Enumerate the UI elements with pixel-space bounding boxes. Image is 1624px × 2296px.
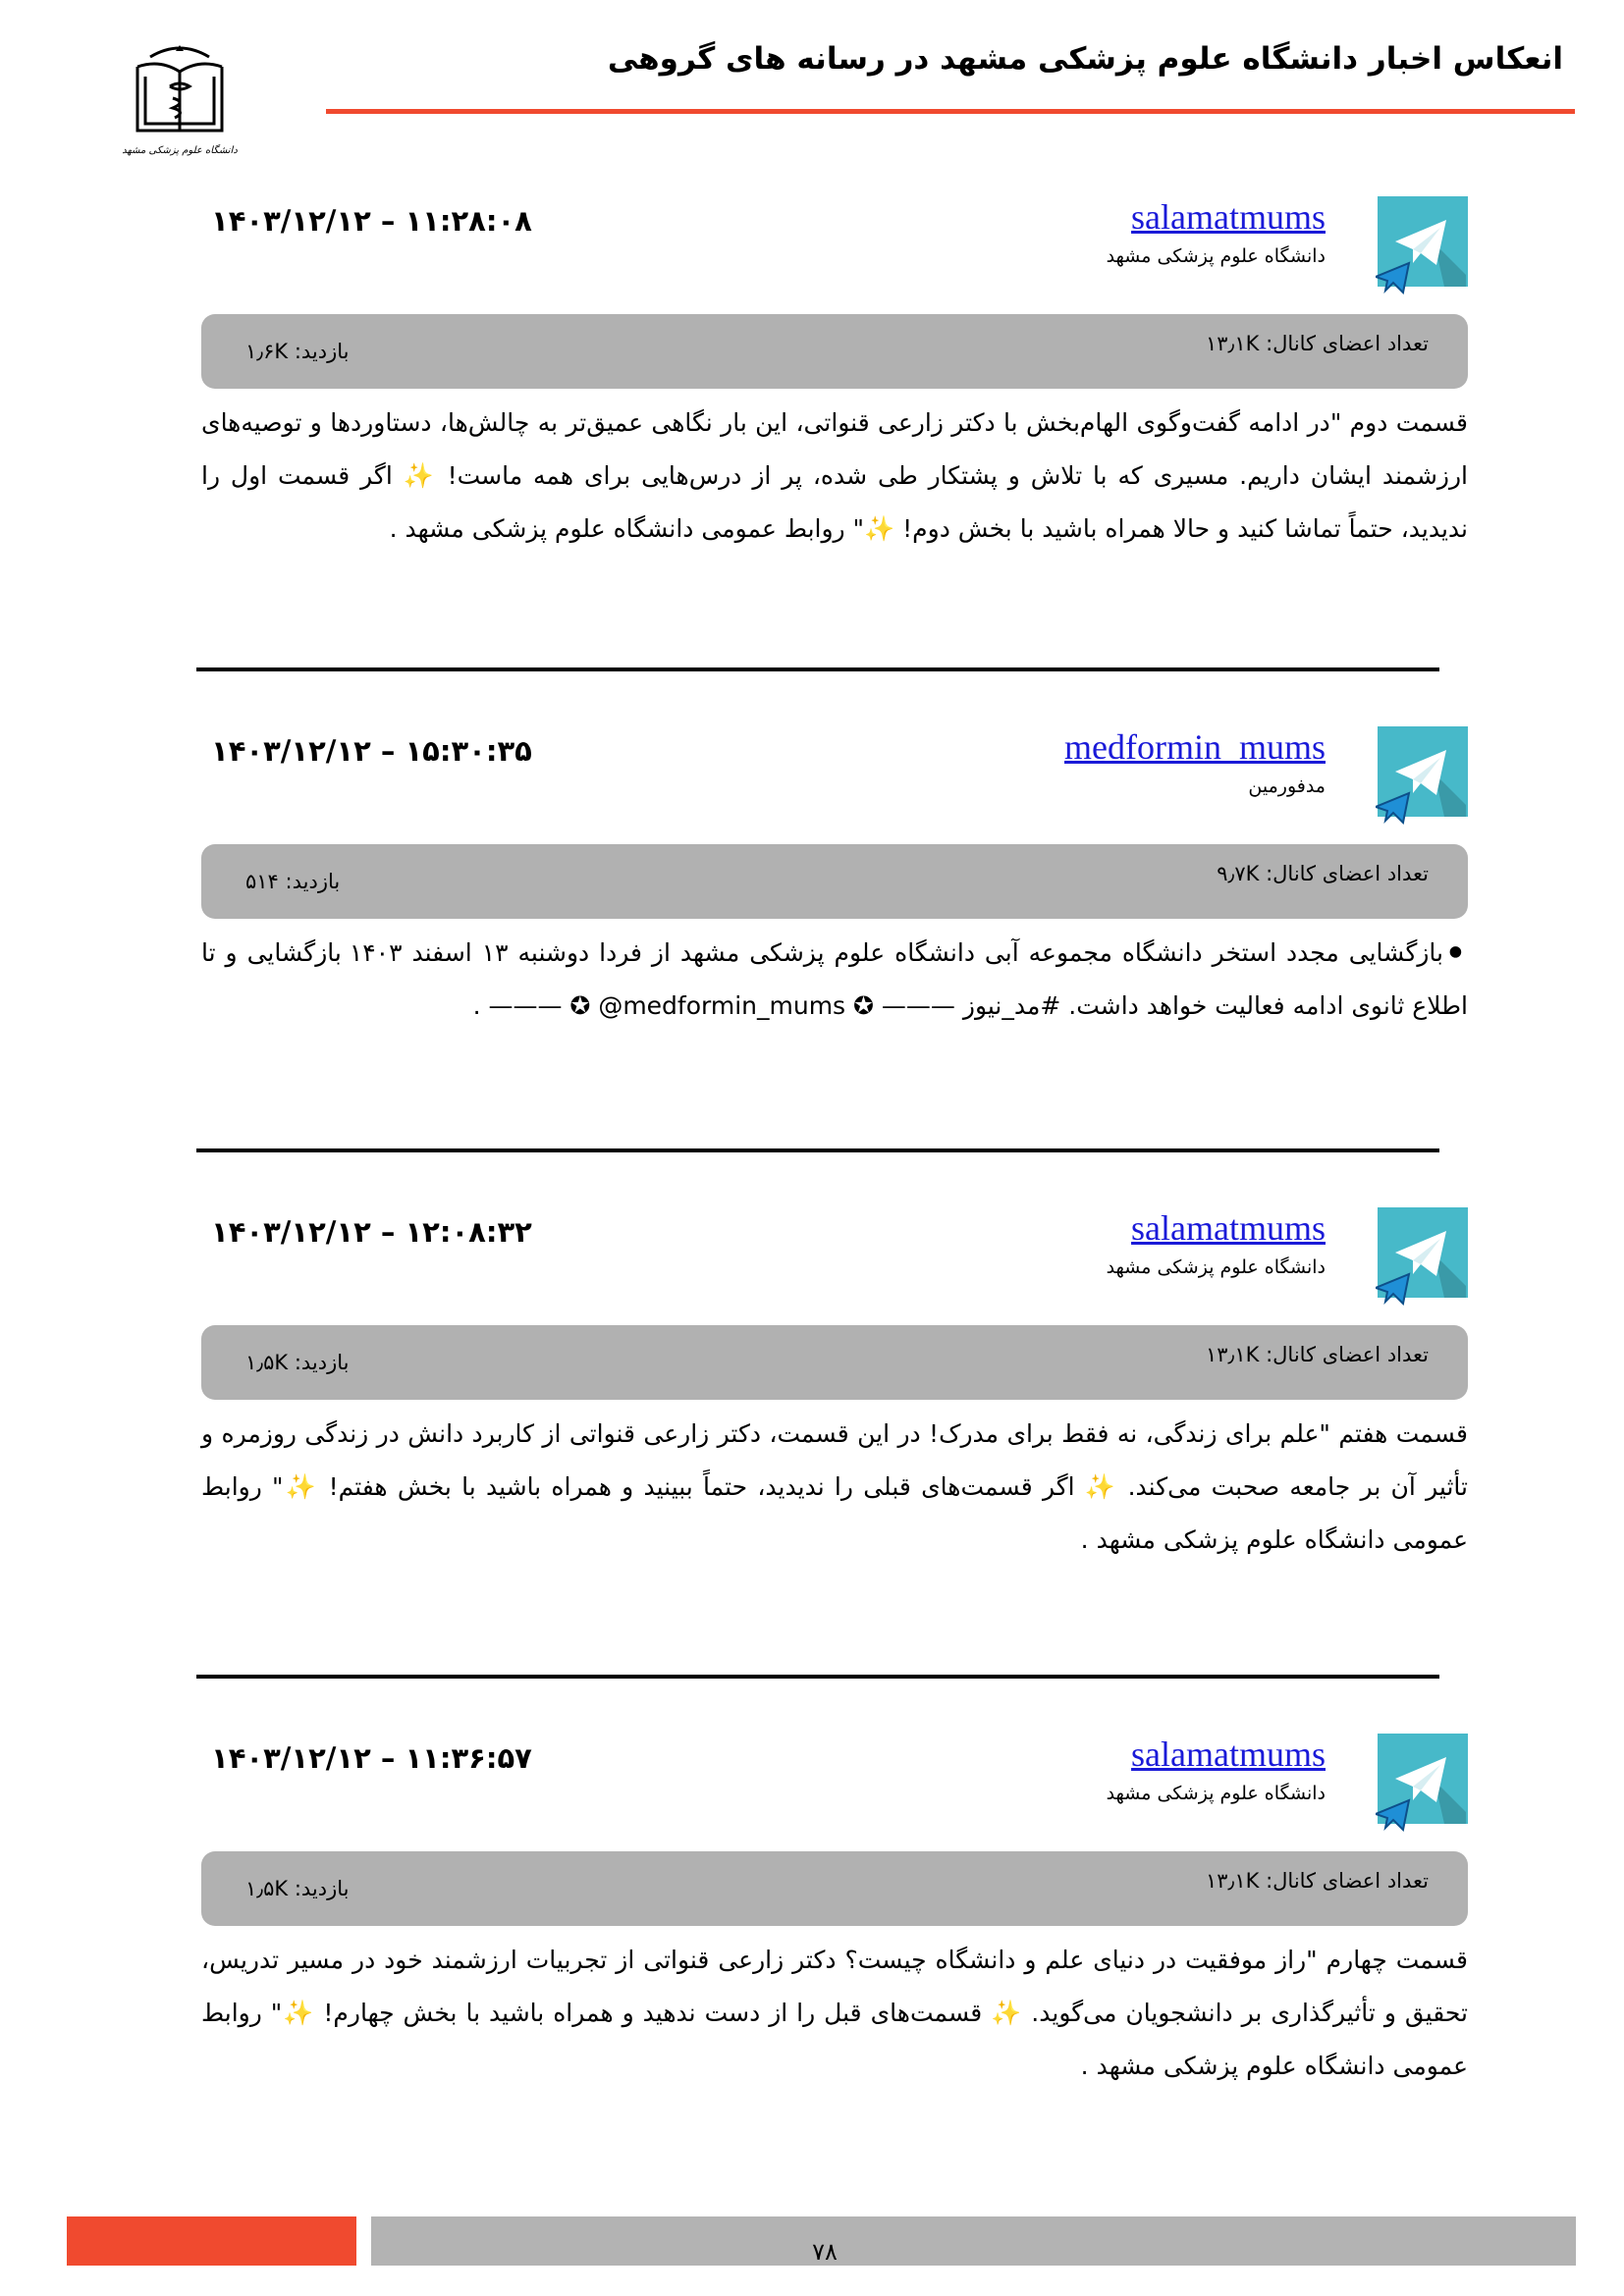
telegram-icon[interactable] bbox=[1376, 196, 1468, 294]
post-separator bbox=[196, 1675, 1439, 1679]
post-date: ۱۴۰۳/۱۲/۱۲ – ۱۲:۰۸:۳۲ bbox=[211, 1215, 532, 1249]
channel-link[interactable]: salamatmums bbox=[1131, 197, 1326, 237]
view-count: بازدید: ۵۱۴ bbox=[245, 870, 341, 893]
post-card bbox=[201, 726, 1468, 1119]
logo-caption: دانشگاه علوم پزشکی مشهد bbox=[122, 145, 238, 156]
post-text: قسمت هفتم "علم برای زندگی، نه فقط برای مدرک! در این قسمت، دکتر زارعی قنواتی از کاربرد دانش در زندگی روزمره و تأثیر آن بر جامعه صحبت می‌کند. ✨ اگر قسمت‌های قبلی را ندیدید، حتماً ببینید و همراه باشید با بخش هفتم! ✨" روابط عمومی دانشگاه علوم پزشکی مشهد . bbox=[201, 1419, 1468, 1554]
post-text: ⚫بازگشایی مجدد استخر دانشگاه مجموعه آبی دانشگاه علوم پزشکی مشهد از فردا دوشنبه ۱۳ اسفند ۱۴۰۳ بازگشایی و تا اطلاع ثانوی ادامه فعالیت خواهد داشت. #مد_نیوز ——— ✪ medformin_mums@ ✪ ——— . bbox=[201, 938, 1468, 1020]
channel-name: دانشگاه علوم پزشکی مشهد bbox=[1106, 1256, 1326, 1278]
channel-members: تعداد اعضای کانال: ۱۳٫۱K bbox=[1205, 1343, 1429, 1366]
stats-bar bbox=[201, 314, 1468, 389]
channel-link[interactable]: salamatmums bbox=[1131, 1208, 1326, 1248]
post-text: قسمت چهارم "راز موفقیت در دنیای علم و دانشگاه چیست؟ دکتر زارعی قنواتی از تجربیات ارزشمند خود در مسیر تدریس، تحقیق و تأثیرگذاری بر دانشجویان می‌گوید. ✨ قسمت‌های قبل را از دست ندهید و همراه باشید با بخش چهارم! ✨" روابط عمومی دانشگاه علوم پزشکی مشهد . bbox=[201, 1946, 1468, 2080]
channel-members: تعداد اعضای کانال: ۱۳٫۱K bbox=[1205, 1869, 1429, 1893]
post-date: ۱۴۰۳/۱۲/۱۲ – ۱۱:۳۶:۵۷ bbox=[211, 1741, 532, 1775]
post-separator bbox=[196, 667, 1439, 671]
page-number: ۷۸ bbox=[812, 2238, 838, 2266]
stats-bar bbox=[201, 1325, 1468, 1400]
footer-bar bbox=[371, 2216, 1576, 2266]
channel-link[interactable]: salamatmums bbox=[1131, 1735, 1326, 1774]
stats-bar bbox=[201, 844, 1468, 919]
channel-link[interactable]: medformin_mums bbox=[1064, 727, 1326, 767]
channel-members: تعداد اعضای کانال: ۱۳٫۱K bbox=[1205, 332, 1429, 355]
post-card bbox=[201, 196, 1468, 589]
post-date: ۱۴۰۳/۱۲/۱۲ – ۱۱:۲۸:۰۸ bbox=[211, 204, 532, 238]
university-logo bbox=[116, 37, 244, 165]
post-text: قسمت دوم "در ادامه گفت‌وگوی الهام‌بخش با دکتر زارعی قنواتی، این بار نگاهی عمیق‌تر به چالش‌ها، دستاوردها و توصیه‌های ارزشمند ایشان داریم. مسیری که با تلاش و پشتکار طی شده، پر از درس‌هایی برای همه ماست! ✨ اگر قسمت اول را ندیدید، حتماً تماشا کنید و حالا همراه باشید با بخش دوم! ✨" روابط عمومی دانشگاه علوم پزشکی مشهد . bbox=[201, 408, 1468, 543]
stats-bar bbox=[201, 1851, 1468, 1926]
post-card bbox=[201, 1207, 1468, 1600]
channel-name: دانشگاه علوم پزشکی مشهد bbox=[1106, 1783, 1326, 1804]
page-title: انعکاس اخبار دانشگاه علوم پزشکی مشهد در رسانه های گروهی bbox=[607, 41, 1563, 77]
post-date: ۱۴۰۳/۱۲/۱۲ – ۱۵:۳۰:۳۵ bbox=[211, 734, 532, 768]
telegram-icon[interactable] bbox=[1376, 1207, 1468, 1306]
channel-members: تعداد اعضای کانال: ۹٫۷K bbox=[1217, 862, 1429, 885]
post-card bbox=[201, 1734, 1468, 2126]
telegram-icon[interactable] bbox=[1376, 1734, 1468, 1832]
channel-name: دانشگاه علوم پزشکی مشهد bbox=[1106, 245, 1326, 267]
telegram-icon[interactable] bbox=[1376, 726, 1468, 825]
footer-accent-bar bbox=[67, 2216, 356, 2266]
view-count: بازدید: ۱٫۵K bbox=[245, 1877, 350, 1900]
view-count: بازدید: ۱٫۵K bbox=[245, 1351, 350, 1374]
view-count: بازدید: ۱٫۶K bbox=[245, 340, 350, 363]
header-divider bbox=[326, 109, 1575, 114]
channel-name: مدفورمین bbox=[1248, 775, 1326, 797]
post-separator bbox=[196, 1148, 1439, 1152]
